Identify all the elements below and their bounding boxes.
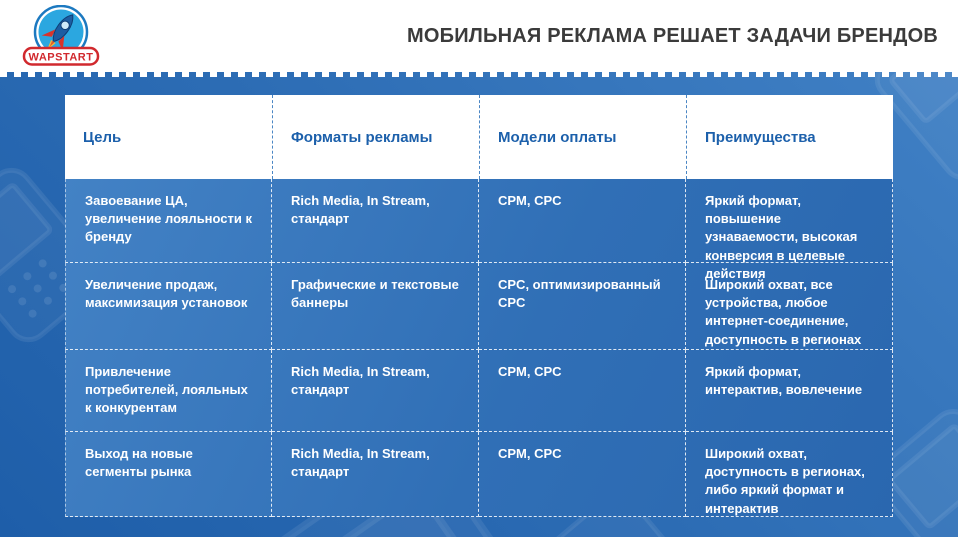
table-cell: Широкий охват, все устройства, любое интернет-соединение, доступность в регионах xyxy=(686,263,893,350)
table-cell: Яркий формат, интерактив, вовлечение xyxy=(686,350,893,432)
table-cell: Выход на новые сегменты рынка xyxy=(65,432,272,517)
table-cell: Увеличение продаж, максимизация установок xyxy=(65,263,272,350)
table-cell: Завоевание ЦА, увеличение лояльности к бренду xyxy=(65,179,272,263)
slide-title: МОБИЛЬНАЯ РЕКЛАМА РЕШАЕТ ЗАДАЧИ БРЕНДОВ xyxy=(407,24,938,47)
table-cell: CPM, CPC xyxy=(479,350,686,432)
perforation-edge xyxy=(0,72,958,77)
table-cell: Широкий охват, доступность в регионах, либо яркий формат и интерактив xyxy=(686,432,893,517)
top-band xyxy=(0,0,958,72)
table-cell: Rich Media, In Stream, стандарт xyxy=(272,432,479,517)
table-cell: CPC, оптимизированный CPC xyxy=(479,263,686,350)
table-cell: CPM, CPC xyxy=(479,179,686,263)
table-cell: Яркий формат, повышение узнаваемости, высокая конверсия в целевые действия xyxy=(686,179,893,263)
column-header-formats: Форматы рекламы xyxy=(272,95,479,179)
brands-table xyxy=(65,95,893,517)
column-header-goal: Цель xyxy=(83,128,122,146)
table-cell: Rich Media, In Stream, стандарт xyxy=(272,179,479,263)
column-header-payment-models: Модели оплаты xyxy=(479,95,686,179)
table-cell: CPM, CPC xyxy=(479,432,686,517)
column-header-advantages: Преимущества xyxy=(686,95,893,179)
table-header-row xyxy=(65,95,893,179)
table-body xyxy=(65,179,893,517)
table-cell: Графические и текстовые баннеры xyxy=(272,263,479,350)
table-cell: Rich Media, In Stream, стандарт xyxy=(272,350,479,432)
logo-brand-text: WAPSTART xyxy=(28,51,94,64)
table-cell: Привлечение потребителей, лояльных к конкурентам xyxy=(65,350,272,432)
wapstart-logo xyxy=(20,5,102,69)
